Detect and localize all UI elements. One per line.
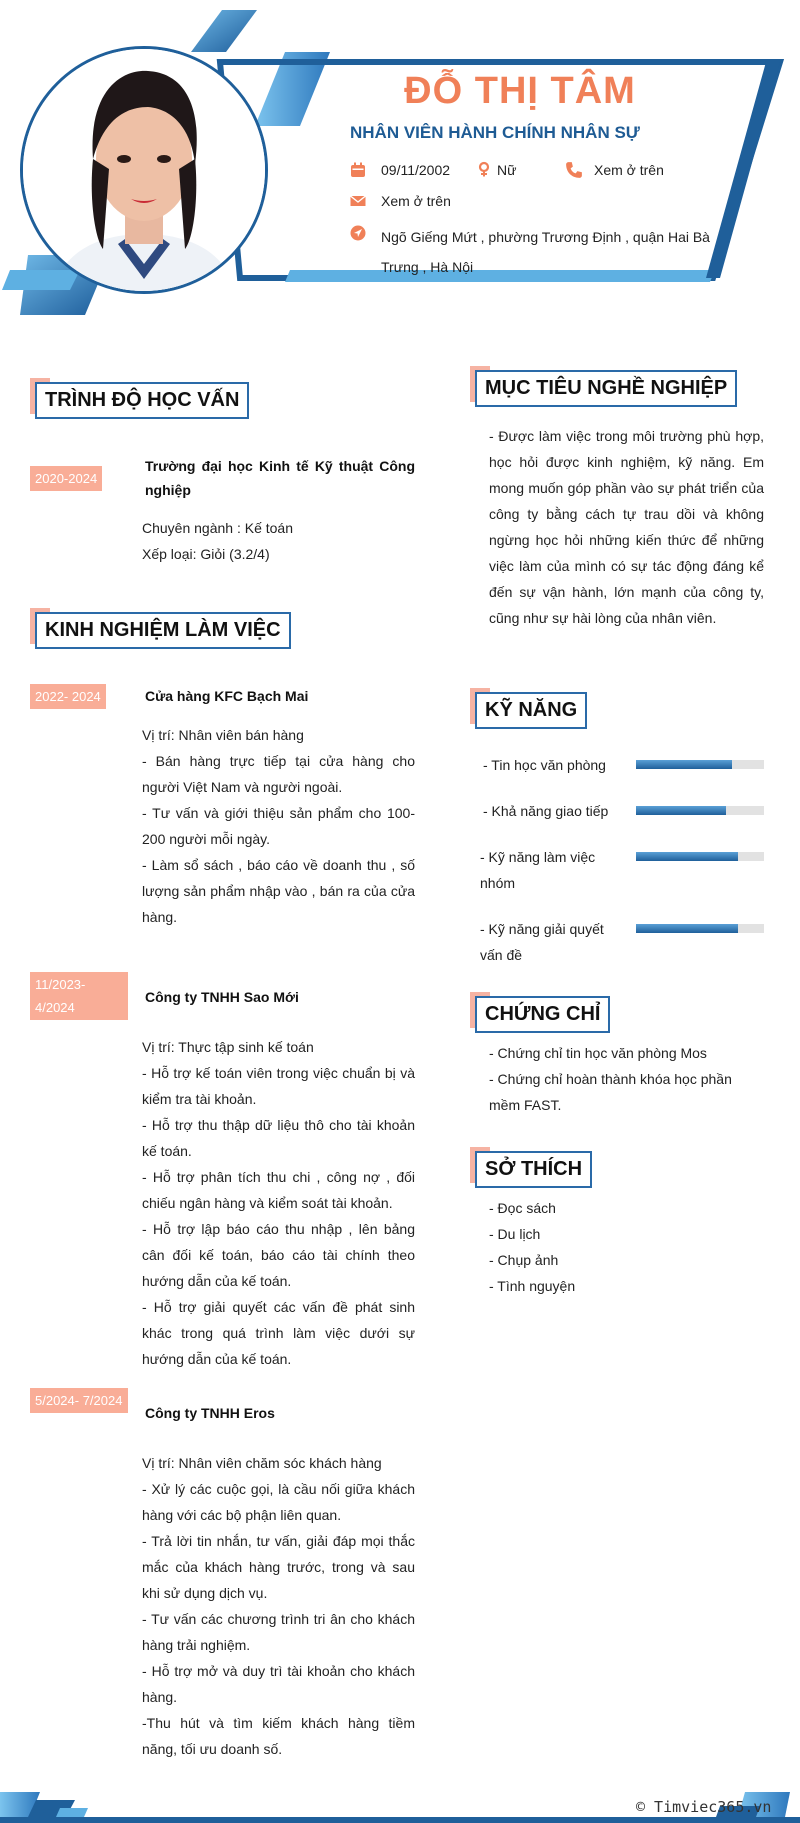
skill-bar	[636, 760, 764, 769]
job-line: - Tư vấn và giới thiệu sản phẩm cho 100-200 người mỗi ngày.	[142, 805, 415, 847]
job-line: Vị trí: Nhân viên bán hàng	[142, 727, 304, 743]
job-details	[142, 1450, 415, 1762]
candidate-name: ĐỖ THỊ TÂM	[404, 70, 636, 112]
job-line: - Hỗ trợ lập báo cáo thu nhập , lên bảng cân đối kế toán, báo cáo tài chính theo hướng dẫn của kế toán.	[142, 1221, 415, 1289]
hobbies-list	[489, 1195, 689, 1299]
hobby-item: - Chụp ảnh	[489, 1252, 559, 1268]
skill-label: - Kỹ năng làm việc nhóm	[480, 849, 596, 891]
gender-icon	[476, 161, 492, 177]
hobby-item: - Tình nguyện	[489, 1278, 576, 1294]
certificates-list	[489, 1040, 765, 1118]
job-line: -Thu hút và tìm kiếm khách hàng tiềm năng, tối ưu doanh số.	[142, 1715, 415, 1757]
skill-bar	[636, 806, 764, 815]
job-line: - Làm sổ sách , báo cáo về doanh thu , số lượng sản phẩm nhập vào , bán ra của cửa hàng.	[142, 857, 415, 925]
certificates-title: CHỨNG CHỈ	[475, 996, 610, 1033]
job-line: - Hỗ trợ mở và duy trì tài khoản cho khách hàng.	[142, 1663, 415, 1705]
education-school: Trường đại học Kinh tế Kỹ thuật Công nghiệp	[145, 458, 415, 498]
portrait-image	[23, 49, 265, 291]
email-value: Xem ở trên	[381, 193, 451, 209]
objective-title: MỤC TIÊU NGHỀ NGHIỆP	[475, 370, 737, 407]
candidate-role: NHÂN VIÊN HÀNH CHÍNH NHÂN SỰ	[350, 123, 640, 142]
job-company: Cửa hàng KFC Bạch Mai	[145, 688, 309, 704]
skill-bar-fill	[636, 924, 738, 933]
watermark: © Timviec365.vn	[636, 1798, 772, 1816]
skill-bar-fill	[636, 760, 732, 769]
job-line: Vị trí: Thực tập sinh kế toán	[142, 1039, 314, 1055]
phone-value: Xem ở trên	[594, 162, 664, 178]
job-line: - Hỗ trợ giải quyết các vấn đề phát sinh khác trong quá trình làm việc dưới sự hướng dẫn của kế toán.	[142, 1299, 415, 1367]
education-major: Chuyên ngành : Kế toán	[142, 520, 294, 536]
job-company: Công ty TNHH Eros	[145, 1405, 275, 1421]
job-line: - Tư vấn các chương trình tri ân cho khách hàng trải nghiệm.	[142, 1611, 415, 1653]
email-icon	[350, 193, 366, 209]
birthday-value: 09/11/2002	[381, 162, 451, 178]
job-line: Vị trí: Nhân viên chăm sóc khách hàng	[142, 1455, 382, 1471]
hobbies-title: SỞ THÍCH	[475, 1151, 592, 1188]
skill-label: - Kỹ năng giải quyết vấn đề	[480, 921, 604, 963]
certificate-item: - Chứng chỉ tin học văn phòng Mos	[489, 1045, 707, 1061]
job-line: - Hỗ trợ thu thập dữ liệu thô cho tài khoản kế toán.	[142, 1117, 415, 1159]
job-line: - Hỗ trợ kế toán viên trong việc chuẩn bị và kiểm tra tài khoản.	[142, 1065, 415, 1107]
job-line: - Trả lời tin nhắn, tư vấn, giải đáp mọi thắc mắc của khách hàng trước, trong và sau khi sử dụng dịch vụ.	[142, 1533, 415, 1601]
skill-bar-fill	[636, 806, 726, 815]
job-line: - Hỗ trợ phân tích thu chi , công nợ , đối chiếu ngân hàng và kiểm soát tài khoản.	[142, 1169, 415, 1211]
skill-bar	[636, 924, 764, 933]
job-company: Công ty TNHH Sao Mới	[145, 989, 299, 1005]
education-period: 2020-2024	[30, 466, 102, 491]
hobby-item: - Du lịch	[489, 1226, 541, 1242]
calendar-icon	[350, 162, 366, 178]
certificate-item: - Chứng chỉ hoàn thành khóa học phần mềm FAST.	[489, 1071, 732, 1113]
skill-bar	[636, 852, 764, 861]
location-icon	[350, 225, 366, 241]
job-period: 5/2024- 7/2024	[30, 1388, 128, 1413]
avatar	[20, 46, 268, 294]
job-line: - Bán hàng trực tiếp tại cửa hàng cho người Việt Nam và người ngoài.	[142, 753, 415, 795]
education-title: TRÌNH ĐỘ HỌC VẤN	[35, 382, 249, 419]
skill-bar-fill	[636, 852, 738, 861]
education-details	[142, 515, 417, 567]
job-details	[142, 1034, 415, 1372]
skills-title: KỸ NĂNG	[475, 692, 587, 729]
phone-icon	[565, 161, 583, 179]
education-grade: Xếp loại: Giỏi (3.2/4)	[142, 546, 270, 562]
objective-text: - Được làm việc trong môi trường phù hợp, học hỏi được kinh nghiệm, kỹ năng. Em mong muốn góp phần vào sự phát triển của công ty bằng cách tự trau dồi và không ngừng học hỏi những kiến thức để những việc làm của mình có sự tác động đáng kể đến sự vận hành, lớn mạnh của công ty, cũng như sự hài lòng của nhân viên.	[489, 428, 764, 626]
hobby-item: - Đọc sách	[489, 1200, 556, 1216]
address-value: Ngõ Giếng Mứt , phường Trương Định , quận Hai Bà Trưng , Hà Nội	[381, 229, 710, 275]
job-details	[142, 722, 415, 930]
experience-title: KINH NGHIỆM LÀM VIỆC	[35, 612, 291, 649]
job-period: 2022- 2024	[30, 684, 106, 709]
job-period: 11/2023- 4/2024	[30, 972, 128, 1020]
skill-label: - Khả năng giao tiếp	[483, 803, 609, 819]
skill-label: - Tin học văn phòng	[483, 757, 606, 773]
job-line: - Xử lý các cuộc gọi, là cầu nối giữa khách hàng với các bộ phận liên quan.	[142, 1481, 415, 1523]
gender-value: Nữ	[497, 162, 517, 178]
